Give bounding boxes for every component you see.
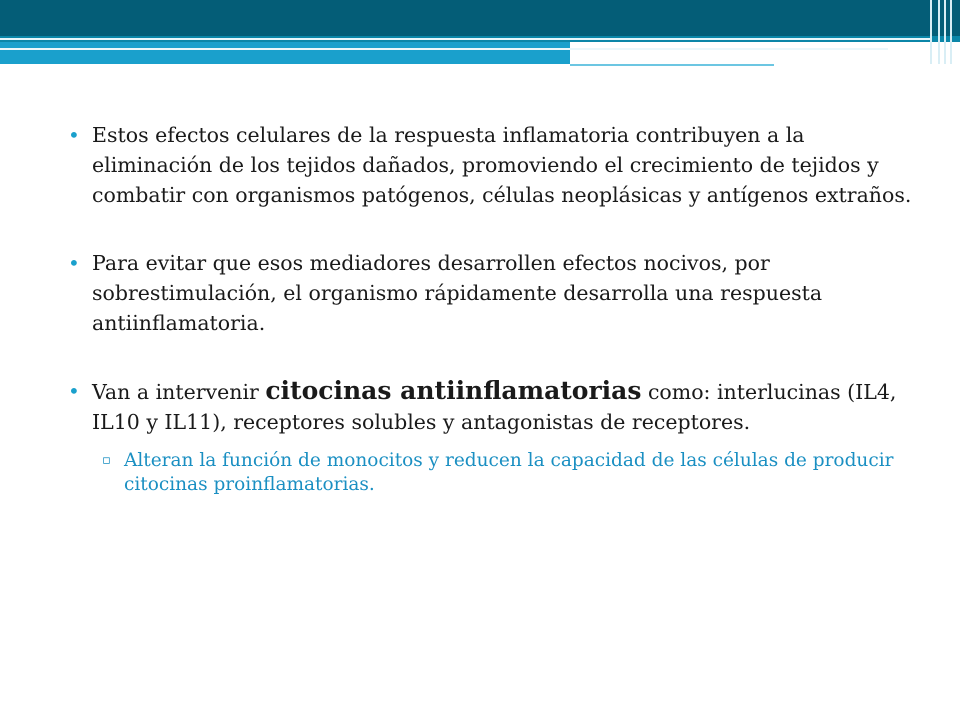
stripe [938, 0, 940, 64]
stripe [944, 0, 946, 64]
bullet-dot-icon: • [68, 251, 80, 275]
bullet-dot-icon: • [68, 379, 80, 403]
bullet-text: Para evitar que esos mediadores desarrollen efectos nocivos, por sobrestimulación, el organismo rápidamente desarrolla una respuesta antiinflamatoria. [92, 251, 823, 335]
stripe [930, 0, 932, 64]
sub-bullet-text: Alteran la función de monocitos y reducen la capacidad de las células de producir citocinas proinflamatorias. [124, 450, 894, 495]
header-line-1 [0, 38, 930, 40]
bullet-text: Estos efectos celulares de la respuesta inflamatoria contribuyen a la eliminación de los tejidos dañados, promoviendo el crecimiento de tejidos y combatir con organismos patógenos, células neoplásicas y antígenos extraños. [92, 123, 912, 207]
bullet-item [62, 376, 912, 437]
bullet-dot-icon: • [68, 123, 80, 147]
stripe [950, 0, 952, 64]
slide-content [62, 120, 912, 497]
bullet-item [62, 248, 912, 338]
header-banner-accent [570, 64, 774, 66]
bullet-text-emphasis: citocinas antiinflamatorias [265, 376, 642, 405]
bullet-text-pre: Van a intervenir [92, 380, 266, 404]
bullet-text-post: como: interlucinas (IL4, IL10 y IL11), receptores solubles y antagonistas de receptores. [92, 380, 897, 434]
header-stripes [928, 0, 960, 64]
header-line-2 [0, 48, 888, 50]
sub-bullet-item [62, 449, 912, 497]
header-banner-notch [570, 42, 960, 64]
bullet-item [62, 120, 912, 210]
sub-bullet-square-icon: ▫ [102, 453, 111, 468]
header-banner-dark [0, 0, 960, 36]
